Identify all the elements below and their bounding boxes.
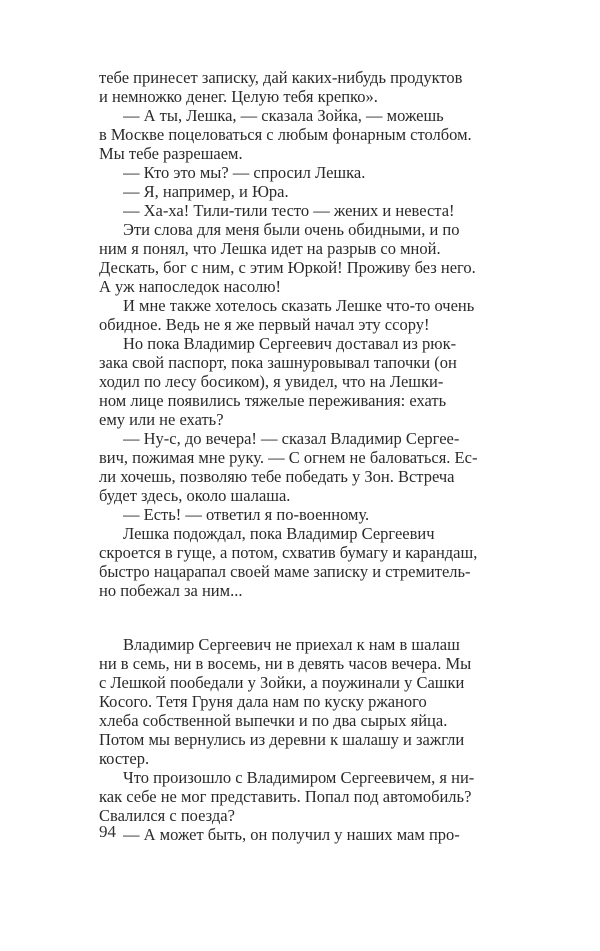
text-line: как себе не мог представить. Попал под автомобиль? [99, 787, 472, 806]
text-line: ему или не ехать? [99, 410, 224, 429]
text-line: быстро нацарапал своей маме записку и стремитель- [99, 562, 471, 581]
text-line: Косого. Тетя Груня дала нам по куску ржаного [99, 692, 427, 711]
text-line: — Кто это мы? — спросил Лешка. [123, 163, 366, 182]
text-line: скроется в гуще, а потом, схватив бумагу и карандаш, [99, 543, 478, 562]
page-number: 94 [99, 822, 116, 841]
text-line: но побежал за ним... [99, 581, 243, 600]
text-line: Лешка подождал, пока Владимир Сергеевич [123, 524, 435, 543]
text-line: ном лице появились тяжелые переживания: ехать [99, 391, 447, 410]
text-line: — Ну-с, до вечера! — сказал Владимир Сергее- [123, 429, 460, 448]
text-line: Потом мы вернулись из деревни к шалашу и зажгли [99, 730, 465, 749]
text-line: — Я, например, и Юра. [123, 182, 289, 201]
text-line: — А может быть, он получил у наших мам про- [123, 825, 460, 844]
text-line: А уж напоследок насолю! [99, 277, 282, 296]
text-line: — Ха-ха! Тили-тили тесто — жених и невеста! [123, 201, 455, 220]
text-line: будет здесь, около шалаша. [99, 486, 291, 505]
text-line: Но пока Владимир Сергеевич доставал из рюк- [123, 334, 457, 353]
text-line: и немножко денег. Целую тебя крепко». [99, 87, 378, 106]
text-line: в Москве поцеловаться с любым фонарным столбом. [99, 125, 472, 144]
text-line: Дескать, бог с ним, с этим Юркой! Проживу без него. [99, 258, 476, 277]
text-line: Что произошло с Владимиром Сергеевичем, я ни- [123, 768, 475, 787]
text-line: зака свой паспорт, пока зашнуровывал тапочки (он [99, 353, 457, 372]
text-line: вич, пожимая мне руку. — С огнем не баловаться. Ес- [99, 448, 478, 467]
text-line: ли хочешь, позволяю тебе победать у Зон. Встреча [99, 467, 455, 486]
text-line: с Лешкой пообедали у Зойки, а поужинали у Сашки [99, 673, 465, 692]
text-line: Свалился с поезда? [99, 806, 235, 825]
text-line: костер. [99, 749, 150, 768]
text-line: — А ты, Лешка, — сказала Зойка, — можешь [123, 106, 444, 125]
text-line: Владимир Сергеевич не приехал к нам в шалаш [123, 635, 460, 654]
text-line: Мы тебе разрешаем. [99, 144, 243, 163]
text-line: тебе принесет записку, дай каких-нибудь продуктов [99, 68, 463, 87]
text-line: Эти слова для меня были очень обидными, и по [123, 220, 460, 239]
text-line: ни в семь, ни в восемь, ни в девять часов вечера. Мы [99, 654, 472, 673]
text-line: ходил по лесу босиком), я увидел, что на Лешки- [99, 372, 444, 391]
text-line: — Есть! — ответил я по-военному. [123, 505, 370, 524]
text-line: обидное. Ведь не я же первый начал эту ссору! [99, 315, 430, 334]
text-line: ним я понял, что Лешка идет на разрыв со мной. [99, 239, 441, 258]
text-line: И мне также хотелось сказать Лешке что-то очень [123, 296, 475, 315]
text-line: хлеба собственной выпечки и по два сырых яйца. [99, 711, 448, 730]
